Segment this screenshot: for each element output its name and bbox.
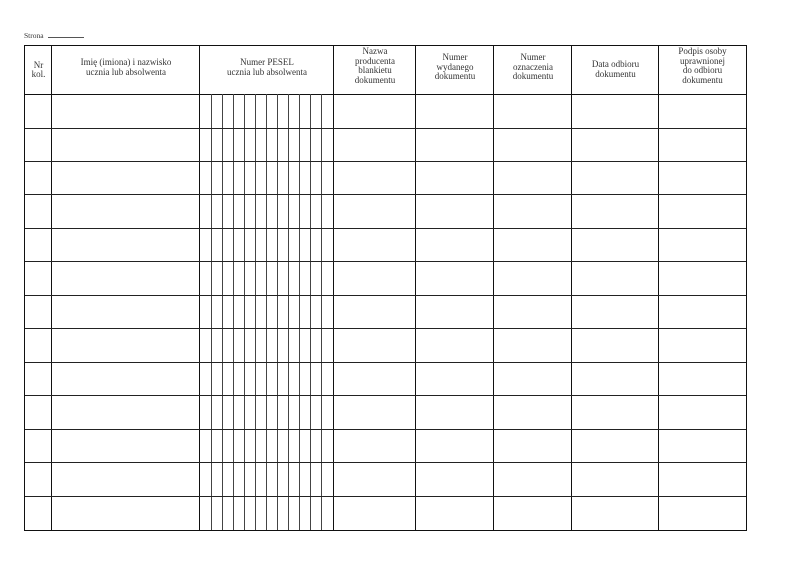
page-number-blank[interactable]	[48, 31, 84, 38]
table-row-divider	[25, 328, 746, 329]
table-row-divider	[25, 429, 746, 430]
pesel-digit-divider	[211, 94, 212, 530]
table-row-divider	[25, 362, 746, 363]
table-row-divider	[25, 128, 746, 129]
column-divider	[415, 46, 416, 530]
table-row-divider	[25, 395, 746, 396]
table-row-divider	[25, 496, 746, 497]
header-signature: Podpis osoby uprawnionej do odbioru dokumentu	[678, 46, 727, 85]
table-row-divider	[25, 228, 746, 229]
column-divider	[199, 46, 200, 530]
pesel-digit-divider	[266, 94, 267, 530]
column-divider	[493, 46, 494, 530]
page-label-text: Strona	[24, 31, 44, 40]
header-pesel: Numer PESEL ucznia lub absolwenta	[227, 57, 307, 77]
column-divider	[51, 46, 52, 530]
header-issued-number: Numer wydanego dokumentu	[434, 52, 476, 81]
pesel-digit-divider	[233, 94, 234, 530]
column-divider	[571, 46, 572, 530]
header-name: Imię (imiona) i nazwisko ucznia lub absolwenta	[80, 57, 172, 77]
document-register-table	[24, 45, 747, 531]
header-receipt-date: Data odbioru dokumentu	[591, 59, 640, 79]
pesel-digit-divider	[310, 94, 311, 530]
table-row-divider	[25, 194, 746, 195]
table-row-divider	[25, 261, 746, 262]
table-row-divider	[25, 462, 746, 463]
header-nr: Nr kol.	[31, 59, 46, 79]
header-designation-number: Numer oznaczenia dokumentu	[512, 52, 554, 81]
column-divider	[658, 46, 659, 530]
pesel-digit-divider	[288, 94, 289, 530]
header-producer: Nazwa producenta blankietu dokumentu	[354, 46, 396, 85]
table-header-row	[25, 46, 746, 95]
pesel-digit-divider	[277, 94, 278, 530]
page-number-label	[24, 31, 84, 40]
column-divider	[333, 46, 334, 530]
pesel-digit-divider	[244, 94, 245, 530]
table-row-divider	[25, 161, 746, 162]
pesel-digit-divider	[321, 94, 322, 530]
pesel-digit-divider	[299, 94, 300, 530]
pesel-digit-divider	[222, 94, 223, 530]
pesel-digit-divider	[255, 94, 256, 530]
table-row-divider	[25, 295, 746, 296]
